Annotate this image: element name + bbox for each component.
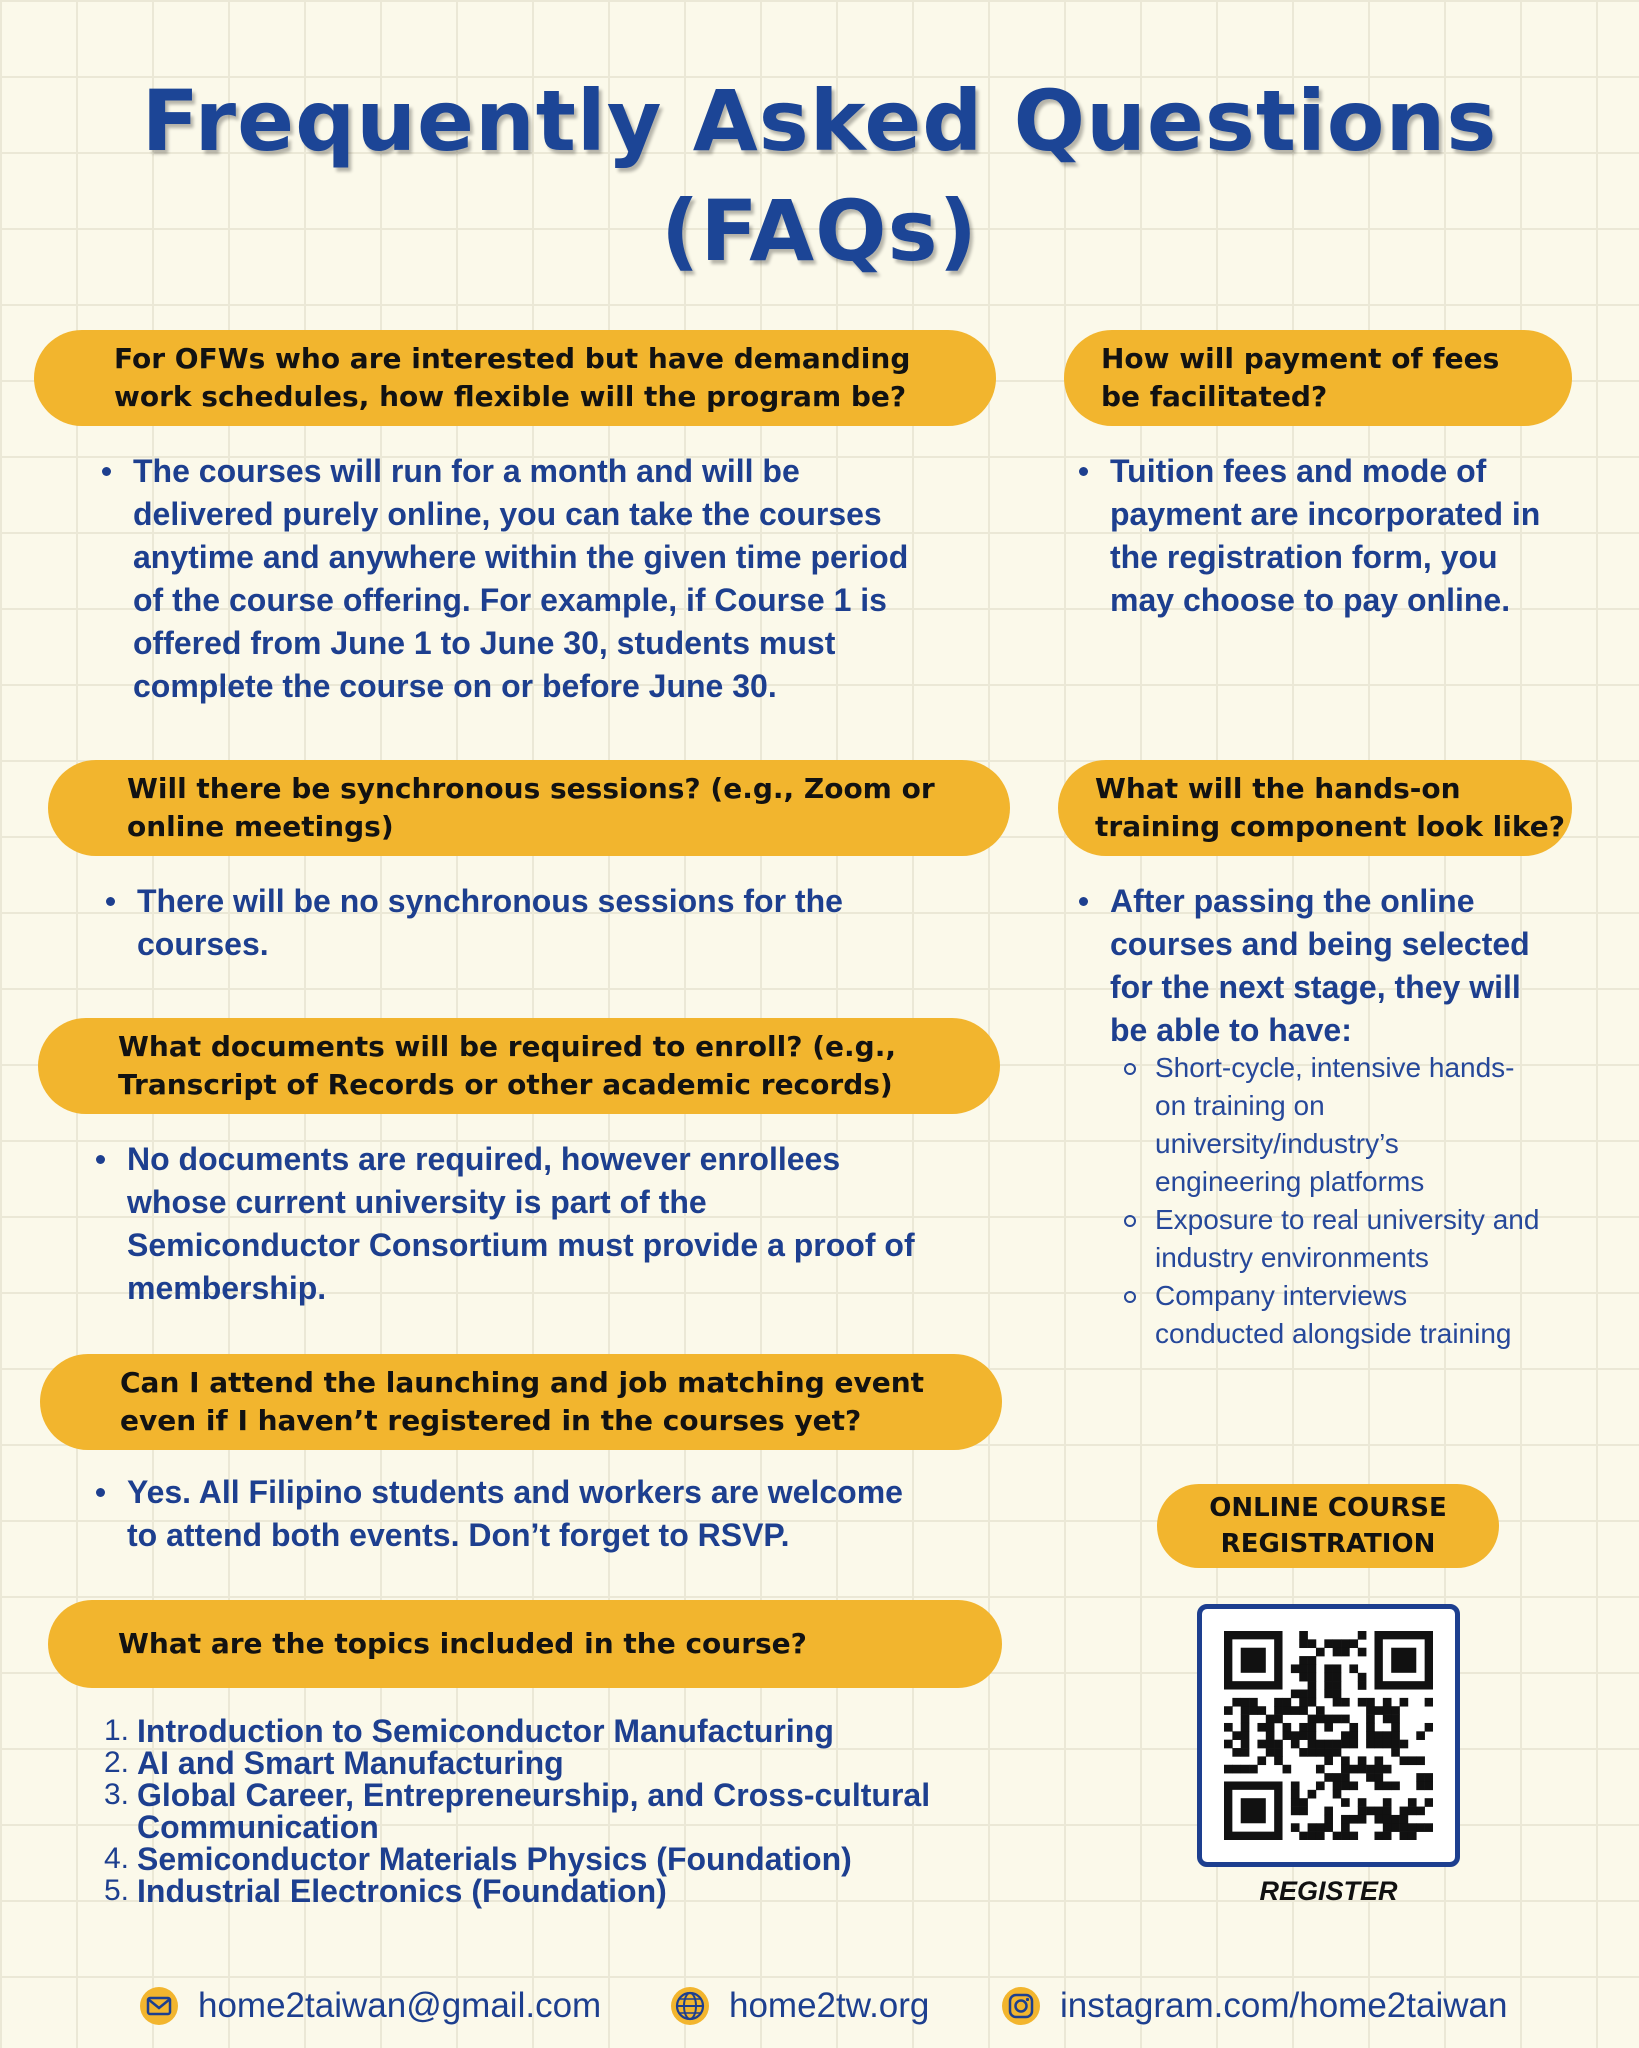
sub-bullet <box>1155 1049 1539 1201</box>
answer-bullet <box>133 450 908 708</box>
topic-number: 5. <box>104 1874 130 1907</box>
sub-line: on training on <box>1155 1090 1325 1121</box>
topic-item <box>98 1715 930 1747</box>
register-label: REGISTER <box>1259 1876 1398 1906</box>
hands-on-sub-list <box>1155 1049 1539 1353</box>
answer-line: Yes. All Filipino students and workers are welcome <box>127 1474 903 1510</box>
answer-bullet <box>137 880 843 966</box>
qr-code-icon <box>1224 1631 1433 1840</box>
faq-question-documents <box>38 1018 1000 1114</box>
qr-code[interactable] <box>1197 1604 1460 1867</box>
topic-item <box>98 1843 930 1875</box>
faq-question-synchronous <box>48 760 1010 856</box>
answer-line: be able to have: <box>1110 1012 1352 1048</box>
answer-line: No documents are required, however enrollees <box>127 1141 841 1177</box>
answer-line: Tuition fees and mode of <box>1110 453 1487 489</box>
online-course-registration-button[interactable] <box>1157 1484 1499 1568</box>
page-title-line-2: (FAQs) <box>661 182 978 280</box>
sub-bullet <box>1155 1201 1539 1277</box>
faq-answer-synchronous <box>137 880 843 966</box>
registration-line: ONLINE COURSE <box>1209 1493 1447 1523</box>
instagram-icon <box>1000 1985 1042 2027</box>
answer-line: Semiconductor Consortium must provide a proof of <box>127 1227 915 1263</box>
question-line: be facilitated? <box>1101 380 1328 413</box>
topic-item <box>98 1779 930 1843</box>
question-line: How will payment of fees <box>1101 342 1500 375</box>
answer-line: to attend both events. Don’t forget to RSVP. <box>127 1517 790 1553</box>
answer-line: After passing the online <box>1110 883 1475 919</box>
sub-line: industry environments <box>1155 1242 1429 1273</box>
faq-answer-documents <box>127 1138 915 1310</box>
sub-line: university/industry’s <box>1155 1128 1399 1159</box>
answer-line: for the next stage, they will <box>1110 969 1521 1005</box>
topic-item <box>98 1875 930 1907</box>
answer-line: whose current university is part of the <box>127 1184 707 1220</box>
topic-line: Introduction to Semiconductor Manufacturing <box>137 1713 834 1749</box>
answer-line: courses and being selected <box>1110 926 1530 962</box>
answer-line: payment are incorporated in <box>1110 496 1541 532</box>
faq-question-topics <box>48 1600 1002 1688</box>
faq-question-flexibility <box>34 330 996 426</box>
globe-icon <box>669 1985 711 2027</box>
answer-bullet <box>127 1471 903 1557</box>
answer-line: courses. <box>137 926 269 962</box>
question-line: work schedules, how flexible will the program be? <box>114 380 907 413</box>
faq-question-launching-event <box>40 1354 1002 1450</box>
footer-website[interactable] <box>669 1980 929 2032</box>
topic-line: AI and Smart Manufacturing <box>137 1745 564 1781</box>
topic-line: Semiconductor Materials Physics (Foundation) <box>137 1841 852 1877</box>
topics-list <box>98 1715 930 1907</box>
topic-number: 3. <box>104 1778 130 1811</box>
answer-line: anytime and anywhere within the given time period <box>133 539 909 575</box>
answer-line: may choose to pay online. <box>1110 582 1511 618</box>
question-line: For OFWs who are interested but have demanding <box>114 342 911 375</box>
envelope-icon <box>138 1985 180 2027</box>
answer-bullet <box>1110 450 1540 622</box>
answer-line: offered from June 1 to June 30, students must <box>133 625 836 661</box>
faq-answer-flexibility <box>133 450 908 708</box>
faq-question-hands-on <box>1058 760 1572 856</box>
question-line: Can I attend the launching and job matching event <box>120 1366 925 1399</box>
topic-number: 1. <box>104 1714 130 1747</box>
faq-answer-hands-on <box>1110 880 1530 1052</box>
topic-number: 2. <box>104 1746 130 1779</box>
page-title-line-1: Frequently Asked Questions <box>141 72 1498 170</box>
registration-line: REGISTRATION <box>1220 1529 1436 1559</box>
question-line: Will there be synchronous sessions? (e.g., Zoom or <box>127 772 935 805</box>
topic-line: Global Career, Entrepreneurship, and Cross-cultural <box>137 1777 931 1813</box>
sub-line: conducted alongside training <box>1155 1318 1512 1349</box>
sub-line: Company interviews <box>1155 1280 1408 1311</box>
question-line: training component look like? <box>1095 810 1565 843</box>
answer-line: of the course offering. For example, if Course 1 is <box>133 582 887 618</box>
sub-line: Exposure to real university and <box>1155 1204 1540 1235</box>
faq-answer-payment <box>1110 450 1540 622</box>
question-line: even if I haven’t registered in the courses yet? <box>120 1404 862 1437</box>
topic-item <box>98 1747 930 1779</box>
answer-line: There will be no synchronous sessions for the <box>137 883 843 919</box>
question-line: What are the topics included in the course? <box>118 1627 807 1660</box>
question-line: What documents will be required to enroll? (e.g., <box>118 1030 896 1063</box>
faq-question-payment <box>1064 330 1572 426</box>
question-line: Transcript of Records or other academic records) <box>118 1068 893 1101</box>
answer-line: complete the course on or before June 30. <box>133 668 777 704</box>
topic-line: Communication <box>137 1809 379 1845</box>
topic-line: Industrial Electronics (Foundation) <box>137 1873 667 1909</box>
answer-line: delivered purely online, you can take the courses <box>133 496 882 532</box>
question-line: online meetings) <box>127 810 394 843</box>
sub-bullet <box>1155 1277 1539 1353</box>
answer-bullet <box>1110 880 1530 1052</box>
footer-website-text: home2tw.org <box>729 1986 930 2025</box>
faq-answer-launching-event <box>127 1471 903 1557</box>
footer-email[interactable] <box>138 1980 601 2032</box>
topic-number: 4. <box>104 1842 130 1875</box>
question-line: What will the hands-on <box>1095 772 1461 805</box>
answer-line: the registration form, you <box>1110 539 1498 575</box>
footer-instagram-text: instagram.com/home2taiwan <box>1060 1986 1508 2025</box>
page-title <box>0 66 1639 286</box>
sub-line: Short-cycle, intensive hands- <box>1155 1052 1515 1083</box>
sub-line: engineering platforms <box>1155 1166 1425 1197</box>
answer-line: membership. <box>127 1270 327 1306</box>
answer-line: The courses will run for a month and will be <box>133 453 800 489</box>
footer-instagram[interactable] <box>1000 1980 1507 2032</box>
answer-bullet <box>127 1138 915 1310</box>
footer-email-text: home2taiwan@gmail.com <box>198 1986 602 2025</box>
